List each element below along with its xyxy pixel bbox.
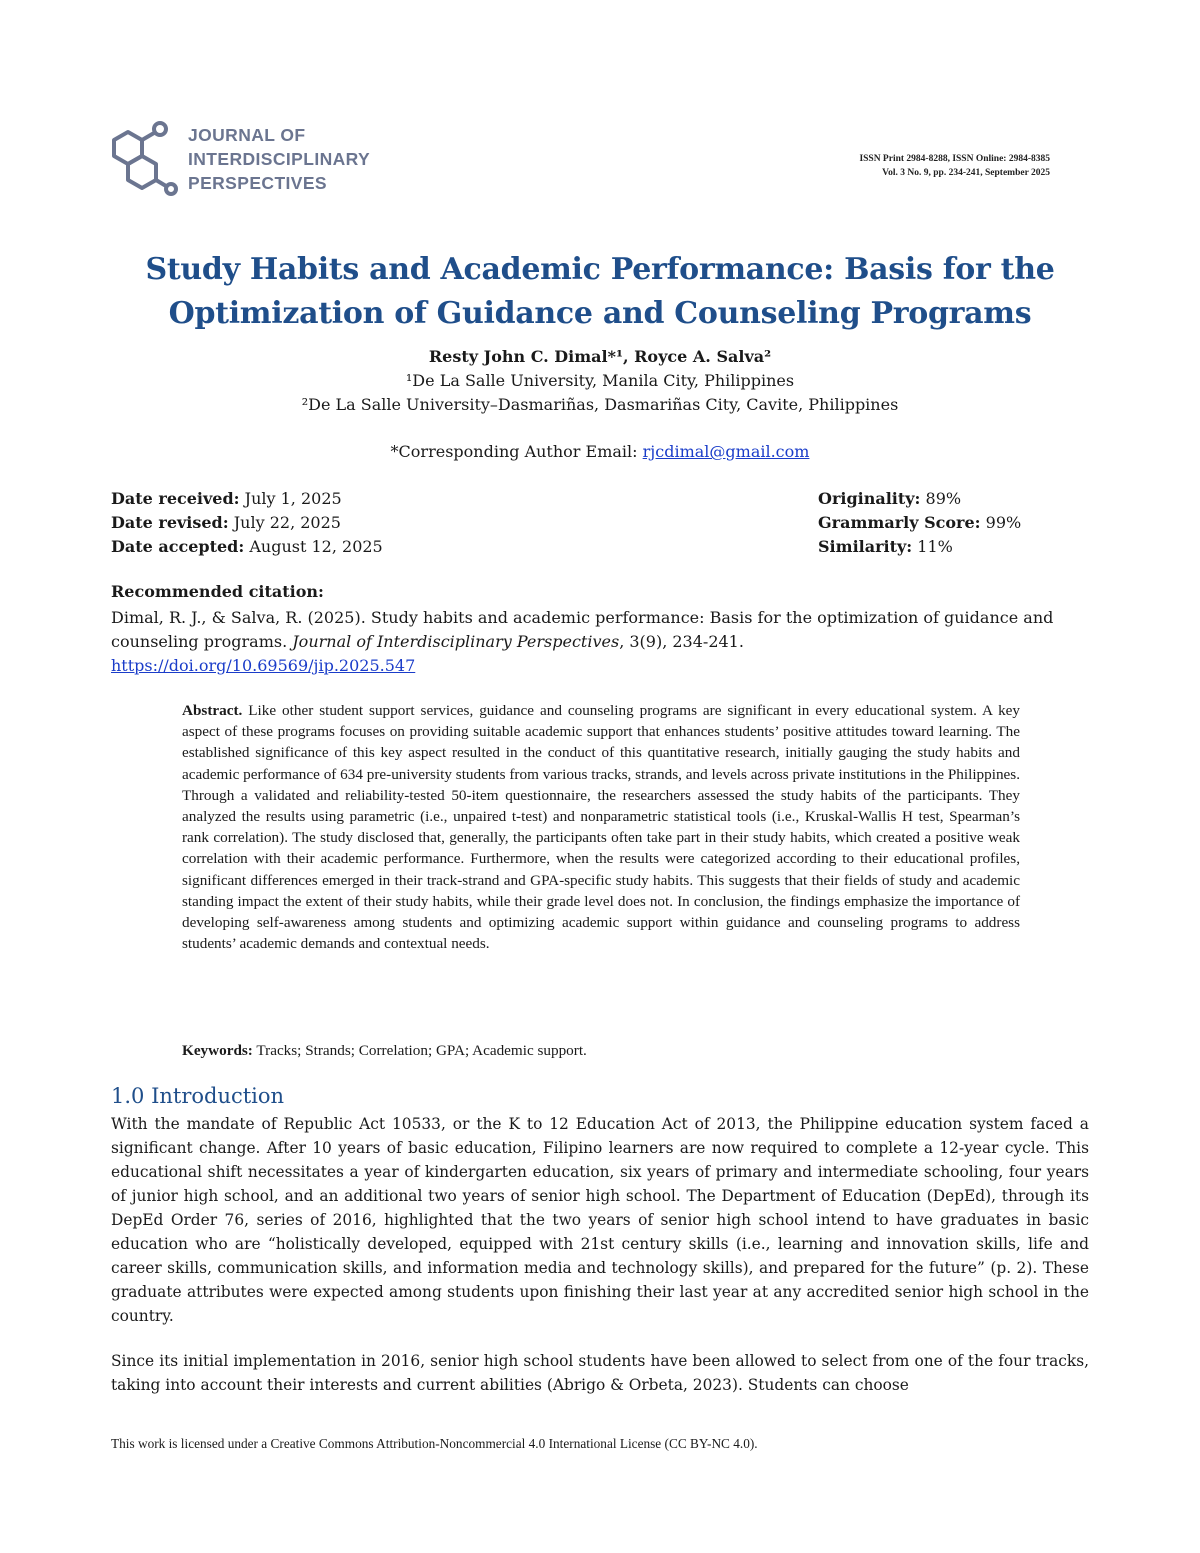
similarity-value: 11% (912, 537, 953, 556)
section-heading-introduction: 1.0 Introduction (111, 1084, 285, 1108)
date-received-label: Date received: (111, 489, 240, 508)
similarity (818, 535, 1021, 559)
journal-name-line3: PERSPECTIVES (188, 173, 328, 193)
volume-line: Vol. 3 No. 9, pp. 234-241, September 2025 (882, 168, 1050, 178)
license-footer: This work is licensed under a Creative Commons Attribution-Noncommercial 4.0 International License (CC BY-NC 4.0). (111, 1436, 758, 1451)
citation-journal: Journal of Interdisciplinary Perspectives (292, 632, 620, 651)
keywords (182, 1040, 1020, 1061)
date-received (111, 487, 383, 511)
similarity-label: Similarity: (818, 537, 913, 556)
citation-heading: Recommended citation: (111, 582, 324, 601)
grammarly-score (818, 511, 1021, 535)
date-revised-value: July 22, 2025 (228, 513, 341, 532)
email-link[interactable]: rjcdimal@gmail.com (642, 442, 810, 461)
keywords-label: Keywords: (182, 1042, 253, 1059)
date-accepted-label: Date accepted: (111, 537, 245, 556)
abstract-label: Abstract. (182, 702, 243, 719)
title-line2: Optimization of Guidance and Counseling Programs (168, 296, 1032, 331)
email-label: *Corresponding Author Email: (390, 442, 643, 461)
journal-name-line2: INTERDISCIPLINARY (188, 149, 371, 169)
doi-link[interactable]: https://doi.org/10.69569/jip.2025.547 (111, 656, 416, 675)
date-accepted (111, 535, 383, 559)
paper-title (0, 248, 1200, 336)
citation-post: , 3(9), 234-241. (619, 632, 744, 651)
originality (818, 487, 1021, 511)
citation-text (111, 606, 1086, 678)
corresponding-email-line (0, 440, 1200, 464)
keywords-text: Tracks; Strands; Correlation; GPA; Academic support. (252, 1042, 587, 1059)
intro-paragraph-2: Since its initial implementation in 2016, senior high school students have been allowed to select from one of the four tracks, taking into account their interests and current abilities (Abrigo & Orbeta, 2023). Students can choose (111, 1352, 1089, 1394)
abstract-text: Like other student support services, guidance and counseling programs are significant in every educational system. A key aspect of these programs focuses on providing suitable academic support that enhances students’ positive attitudes toward learning. The established significance of this key aspect resulted in the conduct of this quantitative research, initially gauging the study habits and academic performance of 634 pre-university students from various tracks, strands, and levels across private institutions in the Philippines. Through a validated and reliability-tested 50-item questionnaire, the researchers assessed the study habits of the participants. They analyzed the results using parametric (i.e., unpaired t-test) and nonparametric statistical tools (i.e., Kruskal-Wallis H test, Spearman’s rank correlation). The study disclosed that, generally, the participants often take part in their study habits, which created a positive weak correlation with their academic performance. Furthermore, when the results were categorized according to their educational profiles, significant differences emerged in their track-strand and GPA-specific study habits. This suggests that their fields of study and academic standing impact the extent of their study habits, while their grade level does not. In conclusion, the findings emphasize the importance of developing self-awareness among students and optimizing academic support within guidance and counseling programs to address students’ academic demands and contextual needs. (182, 702, 1020, 953)
originality-label: Originality: (818, 489, 921, 508)
affiliation-1: ¹De La Salle University, Manila City, Philippines (405, 371, 795, 390)
journal-logo (108, 120, 371, 198)
grammarly-label: Grammarly Score: (818, 513, 981, 532)
originality-value: 89% (920, 489, 962, 508)
title-line1: Study Habits and Academic Performance: Basis for the (145, 252, 1055, 287)
grammarly-value: 99% (980, 513, 1022, 532)
journal-name-line1: JOURNAL OF (188, 125, 306, 145)
hexagon-molecule-icon (108, 120, 182, 198)
dates-block (111, 487, 383, 559)
date-accepted-value: August 12, 2025 (244, 537, 383, 556)
date-revised-label: Date revised: (111, 513, 229, 532)
scores-block (818, 487, 1021, 559)
issn-block (859, 152, 1050, 180)
authors: Resty John C. Dimal*¹, Royce A. Salva² (428, 347, 772, 366)
abstract (182, 700, 1020, 954)
date-revised (111, 511, 383, 535)
intro-paragraph-1: With the mandate of Republic Act 10533, or the K to 12 Education Act of 2013, the Philippine education system faced a significant change. After 10 years of basic education, Filipino learners are now required to complete a 12-year cycle. This educational shift necessitates a year of kindergarten education, six years of primary and intermediate schooling, four years of junior high school, and an additional two years of senior high school. The Department of Education (DepEd), through its DepEd Order 76, series of 2016, highlighted that the two years of senior high school intend to have graduates in basic education who are “holistically developed, equipped with 21st century skills (i.e., learning and innovation skills, life and career skills, communication skills, and information media and technology skills), and prepared for the future” (p. 2). These graduate attributes were expected among students upon finishing their last year at any accredited senior high school in the country. (111, 1115, 1089, 1325)
issn-line: ISSN Print 2984-8288, ISSN Online: 2984-8385 (859, 154, 1050, 164)
affiliation-2: ²De La Salle University–Dasmariñas, Dasmariñas City, Cavite, Philippines (301, 395, 899, 414)
date-received-value: July 1, 2025 (239, 489, 342, 508)
citation-pre: Dimal, R. J., & Salva, R. (2025). Study habits and academic performance: Basis for the optimization of guidance and counseling programs. (111, 608, 1054, 651)
